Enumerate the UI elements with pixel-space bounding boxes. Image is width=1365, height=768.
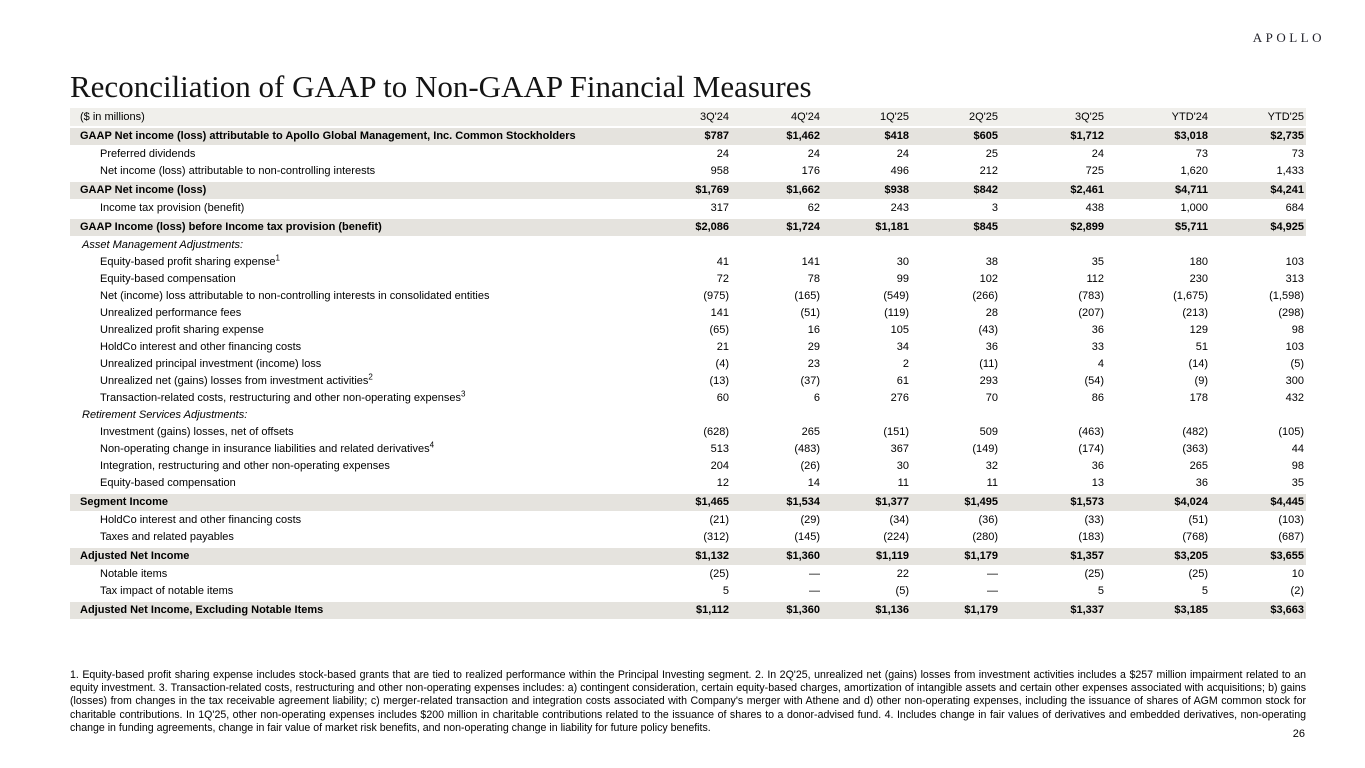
cell-value: $1,662	[731, 181, 822, 200]
cell-value: 276	[890, 392, 909, 404]
cell-value: 212	[979, 165, 998, 177]
cell-value: 684	[1285, 202, 1304, 214]
cell-value: 180	[1189, 256, 1208, 268]
cell-value: (105)	[1278, 426, 1304, 438]
row-label: GAAP Income (loss) before Income tax provision (benefit)	[70, 218, 630, 237]
cell-value: 24	[716, 148, 729, 160]
row-label: HoldCo interest and other financing costs	[100, 514, 302, 526]
cell-value: 11	[986, 477, 998, 489]
cell-value	[1000, 237, 1106, 255]
cell-value: 176	[801, 165, 820, 177]
cell-value: 103	[1285, 256, 1304, 268]
cell-value: 129	[1189, 324, 1208, 336]
cell-value: $1,179	[911, 547, 1000, 566]
cell-value: 21	[716, 341, 729, 353]
cell-value: (687)	[1278, 531, 1304, 543]
cell-value: 60	[716, 392, 729, 404]
cell-value: 6	[813, 392, 820, 404]
row-label: Transaction-related costs, restructuring and other non-operating expenses$^3$	[100, 390, 466, 404]
cell-value: 12	[716, 477, 729, 489]
cell-value: $3,018	[1106, 127, 1210, 146]
cell-value: $4,925	[1210, 218, 1306, 237]
row-label: Tax impact of notable items	[100, 585, 234, 597]
row-label: HoldCo interest and other financing costs	[100, 341, 302, 353]
cell-value: (183)	[1078, 531, 1104, 543]
cell-value: 4	[1097, 358, 1104, 370]
table-row	[70, 288, 1306, 305]
cell-value: 367	[890, 443, 909, 455]
row-label: Retirement Services Adjustments:	[82, 409, 248, 421]
financial-table	[70, 108, 1306, 620]
cell-value: 5	[722, 585, 729, 597]
cell-value: (280)	[972, 531, 998, 543]
cell-value: —	[809, 568, 820, 580]
cell-value: 62	[807, 202, 820, 214]
table-row	[70, 529, 1306, 547]
cell-value: 61	[896, 375, 909, 387]
cell-value: (25)	[1188, 568, 1208, 580]
cell-value: (43)	[978, 324, 998, 336]
cell-value: $845	[911, 218, 1000, 237]
column-header: 1Q'25	[822, 108, 911, 127]
table-row	[70, 322, 1306, 339]
row-label: Equity-based compensation	[100, 273, 236, 285]
table-header-row	[70, 108, 1306, 127]
cell-value: 300	[1285, 375, 1304, 387]
cell-value: $842	[911, 181, 1000, 200]
table-row	[70, 458, 1306, 475]
table-row	[70, 271, 1306, 288]
row-label: Integration, restructuring and other non-operating expenses	[100, 460, 390, 472]
cell-value: $3,663	[1210, 601, 1306, 620]
table-row	[70, 407, 1306, 424]
row-label: Taxes and related payables	[100, 531, 234, 543]
table-row	[70, 566, 1306, 584]
cell-value: 13	[1091, 477, 1104, 489]
row-label: Preferred dividends	[100, 148, 196, 160]
table-row	[70, 493, 1306, 512]
cell-value: 44	[1291, 443, 1304, 455]
cell-value: $3,185	[1106, 601, 1210, 620]
cell-value: 5	[1201, 585, 1208, 597]
cell-value: —	[987, 568, 998, 580]
cell-value: (145)	[794, 531, 820, 543]
cell-value	[822, 407, 911, 424]
cell-value: (29)	[800, 514, 820, 526]
cell-value: 28	[985, 307, 998, 319]
row-label: Income tax provision (benefit)	[100, 202, 245, 214]
cell-value: $4,241	[1210, 181, 1306, 200]
table-row	[70, 127, 1306, 146]
cell-value: 72	[716, 273, 729, 285]
column-header: 3Q'25	[1000, 108, 1106, 127]
footnote-reference: 4	[429, 441, 435, 450]
column-header-units: ($ in millions)	[70, 108, 630, 127]
table-row	[70, 237, 1306, 255]
cell-value: (463)	[1078, 426, 1104, 438]
cell-value: $1,534	[731, 493, 822, 512]
cell-value: 958	[710, 165, 729, 177]
cell-value: $2,899	[1000, 218, 1106, 237]
table-row	[70, 441, 1306, 458]
cell-value: (13)	[709, 375, 729, 387]
cell-value: (9)	[1194, 375, 1208, 387]
cell-value: (51)	[1188, 514, 1208, 526]
table-row	[70, 305, 1306, 322]
apollo-logo: APOLLO	[1252, 30, 1325, 45]
cell-value: 141	[801, 256, 820, 268]
row-label: Unrealized profit sharing expense	[100, 324, 264, 336]
cell-value: (25)	[1084, 568, 1104, 580]
row-label: Net (income) loss attributable to non-controlling interests in consolidated entities	[100, 290, 490, 302]
cell-value: $938	[822, 181, 911, 200]
cell-value: $2,735	[1210, 127, 1306, 146]
cell-value: 99	[896, 273, 909, 285]
cell-value: 1,000	[1180, 202, 1208, 214]
table-row	[70, 200, 1306, 219]
cell-value: (783)	[1078, 290, 1104, 302]
cell-value: (224)	[883, 531, 909, 543]
cell-value: 16	[807, 324, 820, 336]
cell-value: 73	[1291, 148, 1304, 160]
column-header: 2Q'25	[911, 108, 1000, 127]
table-row	[70, 512, 1306, 530]
cell-value: (65)	[709, 324, 729, 336]
row-label: Investment (gains) losses, net of offsets	[100, 426, 294, 438]
cell-value: 98	[1291, 460, 1304, 472]
table-row	[70, 146, 1306, 164]
cell-value: $4,024	[1106, 493, 1210, 512]
cell-value	[630, 237, 731, 255]
cell-value: 73	[1195, 148, 1208, 160]
cell-value: 35	[1291, 477, 1304, 489]
cell-value: 36	[1091, 460, 1104, 472]
cell-value: $2,461	[1000, 181, 1106, 200]
row-label: Equity-based profit sharing expense$^1$	[100, 254, 280, 268]
cell-value: 32	[985, 460, 998, 472]
cell-value: 103	[1285, 341, 1304, 353]
cell-value: —	[987, 585, 998, 597]
cell-value: $4,445	[1210, 493, 1306, 512]
cell-value: (14)	[1188, 358, 1208, 370]
cell-value: 1,620	[1180, 165, 1208, 177]
cell-value: (628)	[703, 426, 729, 438]
cell-value: 22	[896, 568, 909, 580]
row-label: Unrealized principal investment (income) loss	[100, 358, 322, 370]
cell-value: (119)	[884, 307, 909, 319]
cell-value	[1106, 407, 1210, 424]
row-label: Notable items	[100, 568, 168, 580]
row-label: Adjusted Net Income, Excluding Notable Items	[70, 601, 630, 620]
cell-value: 38	[985, 256, 998, 268]
cell-value: $1,119	[822, 547, 911, 566]
cell-value: $1,179	[911, 601, 1000, 620]
cell-value: 509	[979, 426, 998, 438]
row-label: Unrealized net (gains) losses from investment activities$^2$	[100, 373, 373, 387]
cell-value: $3,655	[1210, 547, 1306, 566]
cell-value: (51)	[800, 307, 820, 319]
cell-value: 230	[1189, 273, 1208, 285]
cell-value: 98	[1291, 324, 1304, 336]
footnote-reference: 3	[460, 390, 466, 399]
cell-value: (33)	[1084, 514, 1104, 526]
cell-value: 2	[902, 358, 909, 370]
cell-value: 265	[801, 426, 820, 438]
cell-value: $4,711	[1106, 181, 1210, 200]
table-row	[70, 547, 1306, 566]
cell-value: (768)	[1182, 531, 1208, 543]
table-row	[70, 373, 1306, 390]
cell-value: (483)	[794, 443, 820, 455]
cell-value: $1,573	[1000, 493, 1106, 512]
column-header: 4Q'24	[731, 108, 822, 127]
cell-value: 29	[807, 341, 820, 353]
cell-value: 141	[710, 307, 729, 319]
cell-value: 102	[979, 273, 998, 285]
footnote-reference: 2	[368, 373, 373, 382]
cell-value: (151)	[883, 426, 909, 438]
cell-value: 313	[1285, 273, 1304, 285]
cell-value: $1,132	[630, 547, 731, 566]
cell-value: 178	[1189, 392, 1208, 404]
cell-value: 78	[807, 273, 820, 285]
cell-value: 30	[896, 256, 909, 268]
cell-value: (37)	[800, 375, 820, 387]
cell-value: 1,433	[1276, 165, 1304, 177]
cell-value	[731, 407, 822, 424]
cell-value: 438	[1085, 202, 1104, 214]
cell-value: $605	[911, 127, 1000, 146]
cell-value: $5,711	[1106, 218, 1210, 237]
row-label: Equity-based compensation	[100, 477, 236, 489]
row-label: GAAP Net income (loss)	[70, 181, 630, 200]
table-row	[70, 424, 1306, 441]
row-label: Non-operating change in insurance liabilities and related derivatives$^4$	[100, 441, 435, 455]
column-header: YTD'25	[1210, 108, 1306, 127]
cell-value: (103)	[1278, 514, 1304, 526]
cell-value: $1,724	[731, 218, 822, 237]
cell-value: (549)	[883, 290, 909, 302]
row-label: Net income (loss) attributable to non-controlling interests	[100, 165, 376, 177]
cell-value: (363)	[1182, 443, 1208, 455]
cell-value: 24	[807, 148, 820, 160]
reconciliation-table-container	[70, 108, 1306, 620]
cell-value: 293	[979, 375, 998, 387]
cell-value	[731, 237, 822, 255]
cell-value: $418	[822, 127, 911, 146]
table-row	[70, 218, 1306, 237]
cell-value: 70	[985, 392, 998, 404]
cell-value: 24	[1091, 148, 1104, 160]
cell-value: $1,495	[911, 493, 1000, 512]
cell-value: $1,377	[822, 493, 911, 512]
column-header: 3Q'24	[630, 108, 731, 127]
cell-value: (312)	[703, 531, 729, 543]
cell-value	[911, 407, 1000, 424]
cell-value: $1,136	[822, 601, 911, 620]
cell-value: (54)	[1084, 375, 1104, 387]
cell-value	[1210, 237, 1306, 255]
cell-value: $1,181	[822, 218, 911, 237]
cell-value: (174)	[1078, 443, 1104, 455]
cell-value: $1,357	[1000, 547, 1106, 566]
table-row	[70, 181, 1306, 200]
cell-value: —	[809, 585, 820, 597]
cell-value: (26)	[800, 460, 820, 472]
cell-value: 35	[1091, 256, 1104, 268]
cell-value: (11)	[979, 358, 998, 370]
table-head	[70, 108, 1306, 127]
cell-value: (25)	[709, 568, 729, 580]
cell-value: 265	[1189, 460, 1208, 472]
cell-value: $1,337	[1000, 601, 1106, 620]
cell-value: 105	[890, 324, 909, 336]
footnote-reference: 1	[275, 254, 280, 263]
row-label: Unrealized performance fees	[100, 307, 242, 319]
cell-value: 112	[1086, 273, 1104, 285]
cell-value: (213)	[1182, 307, 1208, 319]
table-row	[70, 390, 1306, 407]
table-row	[70, 163, 1306, 181]
cell-value	[1106, 237, 1210, 255]
cell-value	[1210, 407, 1306, 424]
cell-value: 204	[710, 460, 729, 472]
column-header: YTD'24	[1106, 108, 1210, 127]
cell-value: (975)	[703, 290, 729, 302]
row-label: Segment Income	[70, 493, 630, 512]
cell-value	[911, 237, 1000, 255]
cell-value: (5)	[1290, 358, 1304, 370]
cell-value: (4)	[715, 358, 729, 370]
page-number: 26	[1292, 728, 1305, 740]
cell-value: $3,205	[1106, 547, 1210, 566]
cell-value: 243	[890, 202, 909, 214]
row-label: GAAP Net income (loss) attributable to Apollo Global Management, Inc. Common Stockholders	[70, 127, 630, 146]
cell-value: 34	[896, 341, 909, 353]
table-row	[70, 356, 1306, 373]
cell-value: (5)	[895, 585, 909, 597]
cell-value: 25	[985, 148, 998, 160]
cell-value: $787	[630, 127, 731, 146]
cell-value: 14	[807, 477, 820, 489]
row-label: Asset Management Adjustments:	[82, 239, 244, 251]
cell-value: $1,465	[630, 493, 731, 512]
cell-value: 36	[1195, 477, 1208, 489]
cell-value: 23	[807, 358, 820, 370]
cell-value: $1,112	[630, 601, 731, 620]
cell-value: $1,360	[731, 547, 822, 566]
cell-value: 86	[1091, 392, 1104, 404]
cell-value: $1,360	[731, 601, 822, 620]
cell-value: 36	[1091, 324, 1104, 336]
page-title: Reconciliation of GAAP to Non-GAAP Financial Measures	[70, 68, 812, 104]
table-row	[70, 583, 1306, 601]
cell-value: (266)	[972, 290, 998, 302]
cell-value: (482)	[1182, 426, 1208, 438]
cell-value: 10	[1291, 568, 1304, 580]
cell-value: $1,769	[630, 181, 731, 200]
cell-value: $1,462	[731, 127, 822, 146]
cell-value: 3	[991, 202, 998, 214]
table-body	[70, 127, 1306, 620]
cell-value: 317	[710, 202, 729, 214]
cell-value: (21)	[709, 514, 729, 526]
row-label: Adjusted Net Income	[70, 547, 630, 566]
cell-value: (1,598)	[1269, 290, 1304, 302]
cell-value: 11	[897, 477, 909, 489]
footnotes: 1. Equity-based profit sharing expense includes stock-based grants that are tied to realized performance within the Principal Investing segment. 2. In 2Q'25, unrealized net (gains) losses from investment activities includes a $257 million impairment related to an equity investment. 3. Transaction-related costs, restructuring and other non-operating expenses includes: a) contingent consideration, certain equity-based charges, amortization of intangible assets and certain other expenses associated with acquisitions; b) gains (losses) from changes in the tax receivable agreement liability; c) merger-related transaction and integration costs associated with Company's merger with Athene and d) other non-operating expenses, including the issuance of shares of AGM common stock for charitable contributions. In 1Q'25, other non-operating expenses includes $200 million in charitable contributions related to the issuance of shares to a donor-advised fund. 4. Includes change in fair values of derivatives and embedded derivatives, non-operating change in funding agreements, change in fair value of market risk benefits, and non-operating change in liability for future policy benefits.	[70, 668, 1306, 735]
cell-value: (36)	[978, 514, 998, 526]
cell-value: (2)	[1290, 585, 1304, 597]
cell-value: (34)	[889, 514, 909, 526]
cell-value: 513	[710, 443, 729, 455]
table-row	[70, 601, 1306, 620]
cell-value	[822, 237, 911, 255]
cell-value: 496	[890, 165, 909, 177]
cell-value	[1000, 407, 1106, 424]
cell-value: 41	[716, 256, 729, 268]
cell-value: 432	[1285, 392, 1304, 404]
table-row	[70, 475, 1306, 493]
cell-value: 24	[896, 148, 909, 160]
table-row	[70, 339, 1306, 356]
cell-value: (1,675)	[1173, 290, 1208, 302]
cell-value: (165)	[794, 290, 820, 302]
table-row	[70, 254, 1306, 271]
cell-value: (149)	[972, 443, 998, 455]
cell-value: $1,712	[1000, 127, 1106, 146]
cell-value: 33	[1091, 341, 1104, 353]
cell-value: (207)	[1078, 307, 1104, 319]
cell-value	[630, 407, 731, 424]
cell-value: 725	[1085, 165, 1104, 177]
cell-value: 36	[985, 341, 998, 353]
cell-value: (298)	[1278, 307, 1304, 319]
cell-value: 51	[1195, 341, 1208, 353]
cell-value: 5	[1097, 585, 1104, 597]
cell-value: $2,086	[630, 218, 731, 237]
cell-value: 30	[896, 460, 909, 472]
